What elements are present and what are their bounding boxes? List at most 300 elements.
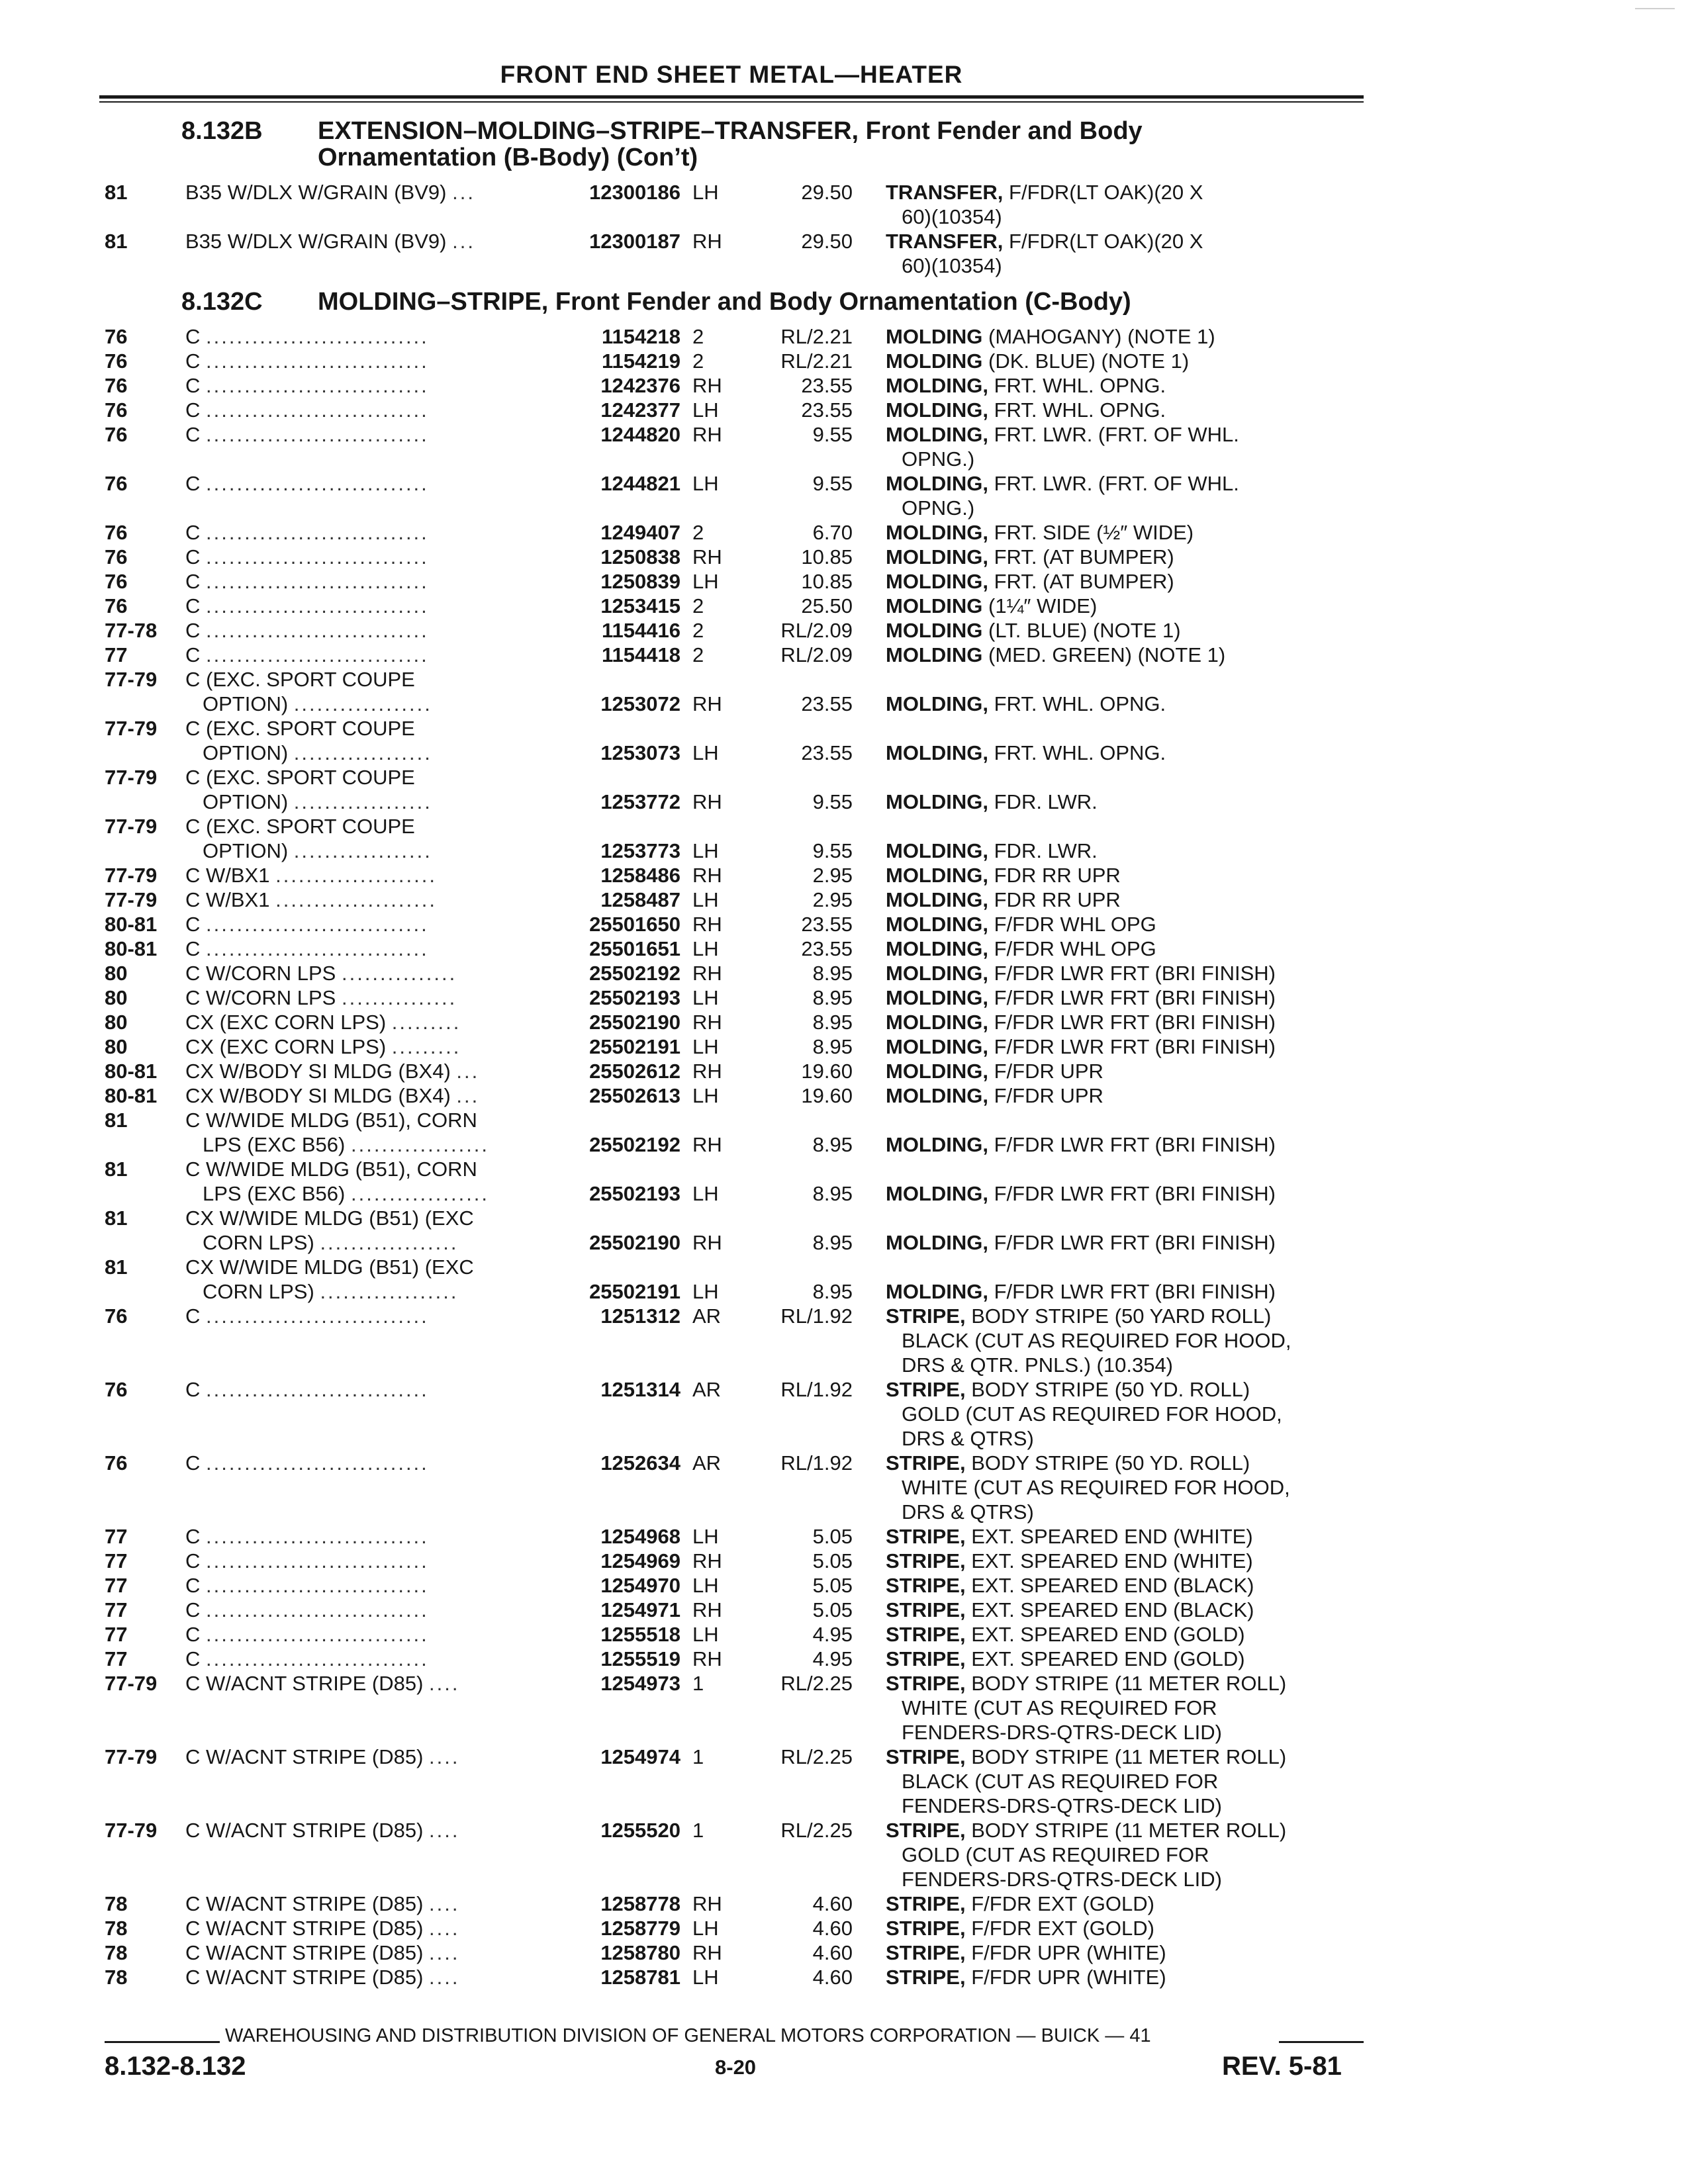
part-number-cell: 1154416 [602,619,680,642]
model-cell: C ............................. [185,398,429,422]
price-cell: 9.55 [812,423,853,446]
description-text: BODY STRIPE (11 METER ROLL) [971,1819,1287,1842]
description-cell [886,569,1362,594]
leader-dots: .... [429,1892,460,1915]
year-cell: 77-79 [105,668,158,691]
section-number: 8.132C [181,288,263,316]
model-line: CX W/WIDE MLDG (B51) (EXC [185,1255,474,1279]
model-cell: C ............................. [185,521,429,544]
description-line-3: FENDERS-DRS-QTRS-DECK LID) [902,1794,1222,1817]
leader-dots: ............................. [206,643,429,666]
description-cell [886,1279,1362,1304]
part-number-cell: 1254971 [600,1598,680,1621]
description-line-2: 60)(10354) [902,254,1002,277]
price-cell: 9.55 [812,839,853,862]
quantity-cell: LH [692,1574,719,1597]
part-number-cell: 1254974 [600,1745,680,1768]
description-cell [886,1647,1362,1671]
year-cell: 77 [105,643,128,666]
quantity-cell: LH [692,472,719,495]
quantity-cell: 2 [692,643,704,666]
quantity-cell: RH [692,1549,722,1572]
leader-dots: ............................. [206,1574,429,1597]
year-cell: 76 [105,374,128,397]
quantity-cell: 1 [692,1745,704,1768]
leader-dots: .................. [293,692,432,715]
year-cell: 76 [105,570,128,593]
quantity-cell: LH [692,1917,719,1940]
model-cell: C ............................. [185,619,429,642]
leader-dots: ............................. [206,545,429,569]
description-text: (LT. BLUE) (NOTE 1) [988,619,1181,642]
model-cell: C ............................. [185,1378,429,1401]
price-cell: 8.95 [812,1182,853,1205]
description-cell [886,545,1362,569]
model-cell: C ............................. [185,643,429,666]
quantity-cell: RH [692,1231,722,1254]
year-cell: 77-78 [105,619,158,642]
description-text: EXT. SPEARED END (BLACK) [971,1574,1254,1597]
model-cell: C ............................. [185,423,429,446]
price-cell: 8.95 [812,1011,853,1034]
part-number-cell: 1244821 [600,472,680,495]
year-cell: 77 [105,1525,128,1548]
year-cell: 76 [105,1451,128,1475]
part-number-cell: 1250838 [600,545,680,569]
leader-dots: ............................. [206,1525,429,1548]
part-number-cell: 1251312 [600,1304,680,1328]
price-cell: 8.95 [812,986,853,1009]
part-number-cell: 1258781 [600,1966,680,1989]
leader-dots: ......... [391,1035,461,1058]
year-cell: 76 [105,1378,128,1401]
model-cell [185,1108,489,1157]
model-line: CX W/WIDE MLDG (B51) (EXC [185,1206,474,1230]
quantity-cell: 2 [692,521,704,544]
model-cell: C W/ACNT STRIPE (D85) .... [185,1966,460,1989]
description-text: FRT. SIDE (½″ WIDE) [994,521,1194,544]
description-keyword: MOLDING, [886,570,988,593]
price-cell: 10.85 [801,570,853,593]
description-text: FDR. LWR. [994,839,1098,862]
description-cell [886,594,1362,618]
description-keyword: MOLDING [886,349,983,373]
model-cell: C W/BX1 ..................... [185,888,437,911]
description-text: EXT. SPEARED END (GOLD) [971,1623,1245,1646]
revision-date: REV. 5-81 [1222,2052,1342,2081]
leader-dots: ............................. [206,1304,429,1328]
quantity-cell: RH [692,864,722,887]
description-text: F/FDR(LT OAK)(20 X [1009,230,1203,253]
description-cell [886,1965,1362,1989]
description-cell [886,1549,1362,1573]
scan-mark [1635,8,1675,9]
description-keyword: STRIPE, [886,1304,966,1328]
quantity-cell: RH [692,1892,722,1915]
description-keyword: MOLDING, [886,1133,988,1156]
description-keyword: MOLDING, [886,888,988,911]
model-cell [185,765,432,814]
description-cell [886,229,1362,278]
price-cell: 4.60 [812,1966,853,1989]
description-text: F/FDR EXT (GOLD) [971,1917,1154,1940]
description-keyword: MOLDING, [886,398,988,422]
description-text: EXT. SPEARED END (WHITE) [971,1549,1253,1572]
description-keyword: MOLDING, [886,1011,988,1034]
quantity-cell: LH [692,181,719,204]
description-keyword: MOLDING, [886,423,988,446]
description-keyword: MOLDING, [886,374,988,397]
description-cell [886,1671,1362,1745]
description-text: FRT. WHL. OPNG. [994,398,1166,422]
description-line-2: OPNG.) [902,447,975,471]
description-text: F/FDR LWR FRT (BRI FINISH) [994,1133,1276,1156]
price-cell: 5.05 [812,1549,853,1572]
part-number-cell: 1249407 [600,521,680,544]
description-cell [886,324,1362,349]
leader-dots: ............................. [206,594,429,617]
price-cell: 9.55 [812,790,853,813]
model-line: C W/WIDE MLDG (B51), CORN [185,1109,477,1132]
quantity-cell: LH [692,741,719,764]
leader-dots: ............................. [206,570,429,593]
description-text: BODY STRIPE (50 YD. ROLL) [971,1378,1250,1401]
year-cell: 81 [105,1206,128,1230]
part-number-cell: 1154418 [602,643,680,666]
description-text: F/FDR UPR [994,1060,1103,1083]
year-cell: 76 [105,325,128,348]
description-text: EXT. SPEARED END (WHITE) [971,1525,1253,1548]
description-line-2: 60)(10354) [902,205,1002,228]
year-cell: 77 [105,1623,128,1646]
quantity-cell: 2 [692,325,704,348]
model-line: C (EXC. SPORT COUPE [185,766,415,789]
description-cell [886,422,1362,471]
description-keyword: STRIPE, [886,1892,966,1915]
leader-dots: .... [429,1966,460,1989]
year-cell: 77 [105,1647,128,1670]
quantity-cell: LH [692,1280,719,1303]
description-text: FRT. (AT BUMPER) [994,545,1174,569]
description-cell [886,1745,1362,1818]
description-keyword: TRANSFER, [886,181,1004,204]
quantity-cell: LH [692,839,719,862]
description-cell [886,1573,1362,1598]
description-keyword: MOLDING [886,619,983,642]
year-cell: 76 [105,398,128,422]
description-text: FRT. LWR. (FRT. OF WHL. [994,423,1239,446]
quantity-cell: LH [692,1623,719,1646]
year-cell: 76 [105,545,128,569]
description-keyword: MOLDING, [886,692,988,715]
leader-dots: ............................. [206,1623,429,1646]
description-line-2: WHITE (CUT AS REQUIRED FOR [902,1696,1217,1719]
part-number-cell: 25501650 [589,913,680,936]
price-cell: 10.85 [801,545,853,569]
quantity-cell: 2 [692,594,704,617]
leader-dots: ............... [341,962,457,985]
model-cell: C ............................. [185,937,429,960]
model-cell: CX W/BODY SI MLDG (BX4) ... [185,1084,480,1107]
description-line-2: BLACK (CUT AS REQUIRED FOR HOOD, [902,1329,1291,1352]
quantity-cell: AR [692,1451,722,1475]
description-keyword: MOLDING, [886,1084,988,1107]
year-cell: 78 [105,1966,128,1989]
description-text: FRT. (AT BUMPER) [994,570,1174,593]
year-cell: 80-81 [105,1060,158,1083]
description-keyword: STRIPE, [886,1745,966,1768]
description-cell [886,1230,1362,1255]
quantity-cell: RH [692,962,722,985]
description-text: F/FDR LWR FRT (BRI FINISH) [994,962,1276,985]
leader-dots: ......... [391,1011,461,1034]
footer-rule-right [1279,2041,1364,2043]
year-cell: 76 [105,1304,128,1328]
price-cell: 4.95 [812,1623,853,1646]
part-number-cell: 1258487 [600,888,680,911]
quantity-cell: LH [692,398,719,422]
year-cell: 77 [105,1574,128,1597]
price-cell: 4.60 [812,1892,853,1915]
part-number-cell: 1253415 [600,594,680,617]
part-number-cell: 1258780 [600,1941,680,1964]
leader-dots: .................. [293,790,432,813]
description-line-3: DRS & QTRS) [902,1427,1034,1450]
description-cell [886,349,1362,373]
description-text: FRT. WHL. OPNG. [994,374,1166,397]
part-number-cell: 12300187 [589,230,680,253]
leader-dots: ............................. [206,1378,429,1401]
description-keyword: MOLDING, [886,790,988,813]
year-cell: 78 [105,1941,128,1964]
leader-dots: ... [452,181,475,204]
price-cell: 5.05 [812,1574,853,1597]
description-keyword: STRIPE, [886,1647,966,1670]
description-text: F/FDR WHL OPG [994,937,1156,960]
price-cell: RL/2.09 [780,619,853,642]
quantity-cell: RH [692,1011,722,1034]
quantity-cell: LH [692,1084,719,1107]
description-cell [886,520,1362,545]
price-cell: 8.95 [812,1280,853,1303]
description-keyword: MOLDING, [886,1280,988,1303]
model-cell: C W/ACNT STRIPE (D85) .... [185,1892,460,1915]
description-cell [886,1010,1362,1034]
part-number-cell: 1253072 [600,692,680,715]
description-keyword: STRIPE, [886,1623,966,1646]
description-text: FDR RR UPR [994,864,1121,887]
section-heading-8-132b [181,118,1143,171]
year-cell: 81 [105,230,128,253]
description-text: F/FDR LWR FRT (BRI FINISH) [994,1182,1276,1205]
model-cell: C ............................. [185,913,429,936]
description-cell [886,1083,1362,1108]
price-cell: 29.50 [801,181,853,204]
description-line-3: FENDERS-DRS-QTRS-DECK LID) [902,1868,1222,1891]
leader-dots: ............................. [206,398,429,422]
part-number-cell: 25502612 [589,1060,680,1083]
model-cell: C ............................. [185,1549,429,1572]
leader-dots: .................. [320,1280,459,1303]
part-number-cell: 1242377 [600,398,680,422]
description-cell [886,985,1362,1010]
price-cell: RL/1.92 [780,1378,853,1401]
description-cell [886,936,1362,961]
year-cell: 78 [105,1917,128,1940]
description-keyword: MOLDING, [886,545,988,569]
year-cell: 80 [105,962,128,985]
description-keyword: MOLDING, [886,472,988,495]
year-cell: 77-79 [105,864,158,887]
leader-dots: .... [429,1941,460,1964]
description-line-3: FENDERS-DRS-QTRS-DECK LID) [902,1721,1222,1744]
description-keyword: MOLDING, [886,1060,988,1083]
description-keyword: STRIPE, [886,1525,966,1548]
description-text: F/FDR WHL OPG [994,913,1156,936]
model-cell: C W/CORN LPS ............... [185,962,457,985]
model-cell: C W/ACNT STRIPE (D85) .... [185,1941,460,1964]
model-cell: CX (EXC CORN LPS) ......... [185,1035,461,1058]
description-text: (DK. BLUE) (NOTE 1) [988,349,1190,373]
leader-dots: .... [429,1672,460,1695]
quantity-cell: LH [692,1966,719,1989]
model-cell [185,1255,474,1304]
leader-dots: .... [429,1745,460,1768]
section-heading-8-132c [181,289,1131,315]
description-keyword: MOLDING, [886,1035,988,1058]
price-cell: RL/2.25 [780,1819,853,1842]
description-text: F/FDR LWR FRT (BRI FINISH) [994,1011,1276,1034]
leader-dots: ............................. [206,1451,429,1475]
price-cell: 8.95 [812,1035,853,1058]
description-text: FDR RR UPR [994,888,1121,911]
leader-dots: ............................. [206,1549,429,1572]
year-cell: 81 [105,1158,128,1181]
description-text: F/FDR LWR FRT (BRI FINISH) [994,1280,1276,1303]
quantity-cell: 1 [692,1819,704,1842]
part-number-cell: 1254969 [600,1549,680,1572]
description-keyword: MOLDING, [886,839,988,862]
description-line-2: GOLD (CUT AS REQUIRED FOR [902,1843,1209,1866]
section-title: EXTENSION–MOLDING–STRIPE–TRANSFER, Front Fender and Body [318,117,1143,145]
price-cell: RL/2.21 [780,349,853,373]
description-text: FRT. WHL. OPNG. [994,741,1166,764]
description-keyword: MOLDING, [886,864,988,887]
price-cell: RL/2.21 [780,325,853,348]
description-cell [886,741,1362,765]
leader-dots: .... [429,1819,460,1842]
leader-dots: .................. [351,1182,490,1205]
description-cell [886,398,1362,422]
model-line-2: LPS (EXC B56) .................. [203,1182,490,1205]
description-cell [886,1940,1362,1965]
description-keyword: MOLDING, [886,741,988,764]
description-keyword: MOLDING, [886,986,988,1009]
leader-dots: ............................. [206,325,429,348]
description-line-2: BLACK (CUT AS REQUIRED FOR [902,1770,1219,1793]
description-cell [886,618,1362,643]
year-cell: 80-81 [105,1084,158,1107]
quantity-cell: LH [692,986,719,1009]
description-text: F/FDR LWR FRT (BRI FINISH) [994,1231,1276,1254]
price-cell: 8.95 [812,1133,853,1156]
part-number-cell: 1252634 [600,1451,680,1475]
part-number-cell: 25502613 [589,1084,680,1107]
description-keyword: MOLDING, [886,913,988,936]
description-cell [886,373,1362,398]
model-cell: C ............................. [185,594,429,617]
description-text: F/FDR UPR (WHITE) [971,1941,1166,1964]
quantity-cell: 2 [692,619,704,642]
description-cell [886,1622,1362,1647]
description-text: BODY STRIPE (11 METER ROLL) [971,1672,1287,1695]
description-text: EXT. SPEARED END (BLACK) [971,1598,1254,1621]
description-keyword: STRIPE, [886,1672,966,1695]
quantity-cell: LH [692,570,719,593]
leader-dots: ... [456,1060,480,1083]
model-line: C (EXC. SPORT COUPE [185,668,415,691]
year-cell: 80 [105,986,128,1009]
price-cell: RL/2.25 [780,1745,853,1768]
leader-dots: ............................. [206,1598,429,1621]
year-cell: 76 [105,594,128,617]
leader-dots: ... [456,1084,480,1107]
model-cell: C ............................. [185,1574,429,1597]
part-number-cell: 25502191 [589,1035,680,1058]
description-cell [886,912,1362,936]
price-cell: 6.70 [812,521,853,544]
section-title-continued: Ornamentation (B-Body) (Con’t) [318,144,698,171]
quantity-cell: LH [692,1035,719,1058]
description-text: (MED. GREEN) (NOTE 1) [988,643,1226,666]
part-number-cell: 1258779 [600,1917,680,1940]
quantity-cell: RH [692,545,722,569]
description-text: F/FDR UPR [994,1084,1103,1107]
price-cell: 19.60 [801,1084,853,1107]
footer-section-range: 8.132-8.132 [105,2052,246,2081]
part-number-cell: 1258486 [600,864,680,887]
description-text: EXT. SPEARED END (GOLD) [971,1647,1245,1670]
description-text: (MAHOGANY) (NOTE 1) [988,325,1215,348]
description-keyword: STRIPE, [886,1598,966,1621]
leader-dots: ... [452,230,475,253]
description-line-3: DRS & QTRS) [902,1500,1034,1524]
part-number-cell: 25502191 [589,1280,680,1303]
section-number: 8.132B [181,117,263,145]
model-cell: C W/ACNT STRIPE (D85) .... [185,1819,460,1842]
year-cell: 76 [105,349,128,373]
year-cell: 77-79 [105,888,158,911]
description-keyword: STRIPE, [886,1378,966,1401]
part-number-cell: 1254968 [600,1525,680,1548]
description-text: F/FDR LWR FRT (BRI FINISH) [994,986,1276,1009]
part-number-cell: 25502190 [589,1231,680,1254]
year-cell: 78 [105,1892,128,1915]
year-cell: 81 [105,1255,128,1279]
description-cell [886,692,1362,716]
leader-dots: ............................. [206,472,429,495]
price-cell: RL/2.25 [780,1672,853,1695]
price-cell: 4.95 [812,1647,853,1670]
description-cell [886,1181,1362,1206]
leader-dots: ............... [341,986,457,1009]
quantity-cell: RH [692,1598,722,1621]
model-cell: C ............................. [185,1623,429,1646]
part-number-cell: 25502193 [589,1182,680,1205]
model-cell: B35 W/DLX W/GRAIN (BV9) ... [185,230,475,253]
price-cell: 23.55 [801,937,853,960]
leader-dots: ............................. [206,1647,429,1670]
